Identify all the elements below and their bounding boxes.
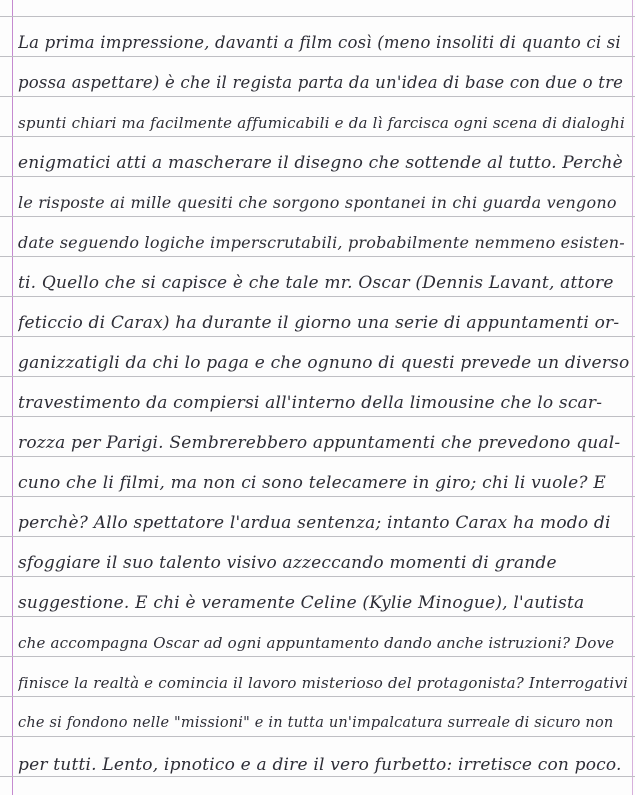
text-line: sfoggiare il suo talento visivo azzeccando momenti di grande xyxy=(18,553,557,573)
text-line: date seguendo logiche imperscrutabili, probabilmente nemmeno esisten- xyxy=(18,233,625,252)
text-line: travestimento da compiersi all'interno della limousine che lo scar- xyxy=(18,393,603,413)
text-line: suggestione. E chi è veramente Celine (Kylie Minogue), l'autista xyxy=(18,593,585,613)
text-line: spunti chiari ma facilmente affumicabili e da lì farcisca ogni scena di dialoghi xyxy=(18,114,626,132)
text-line: che accompagna Oscar ad ogni appuntamento dando anche istruzioni? Dove xyxy=(18,634,615,652)
text-line: per tutti. Lento, ipnotico e a dire il vero furbetto: irretisce con poco. xyxy=(18,755,622,775)
text-line: enigmatici atti a mascherare il disegno che sottende al tutto. Perchè xyxy=(18,153,623,173)
text-line: perchè? Allo spettatore l'ardua sentenza; intanto Carax ha modo di xyxy=(18,513,611,533)
text-line: che si fondono nelle "missioni" e in tutta un'impalcatura surreale di sicuro non xyxy=(18,715,614,731)
text-line: ti. Quello che si capisce è che tale mr. Oscar (Dennis Lavant, attore xyxy=(18,273,614,293)
text-line: cuno che li filmi, ma non ci sono telecamere in giro; chi li vuole? E xyxy=(18,473,606,493)
text-line: le risposte ai mille quesiti che sorgono spontanei in chi guarda vengono xyxy=(18,193,617,212)
text-line: finisce la realtà e comincia il lavoro misterioso del protagonista? Interrogativi xyxy=(18,674,629,692)
text-line: La prima impressione, davanti a film così (meno insoliti di quanto ci si xyxy=(18,33,621,52)
text-line: feticcio di Carax) ha durante il giorno una serie di appuntamenti or- xyxy=(18,313,620,333)
text-line: rozza per Parigi. Sembrerebbero appuntamenti che prevedono qual- xyxy=(18,433,621,453)
text-line: ganizzatigli da chi lo paga e che ognuno di questi prevede un diverso xyxy=(18,353,630,373)
text-line: possa aspettare) è che il regista parta da un'idea di base con due o tre xyxy=(18,73,624,92)
